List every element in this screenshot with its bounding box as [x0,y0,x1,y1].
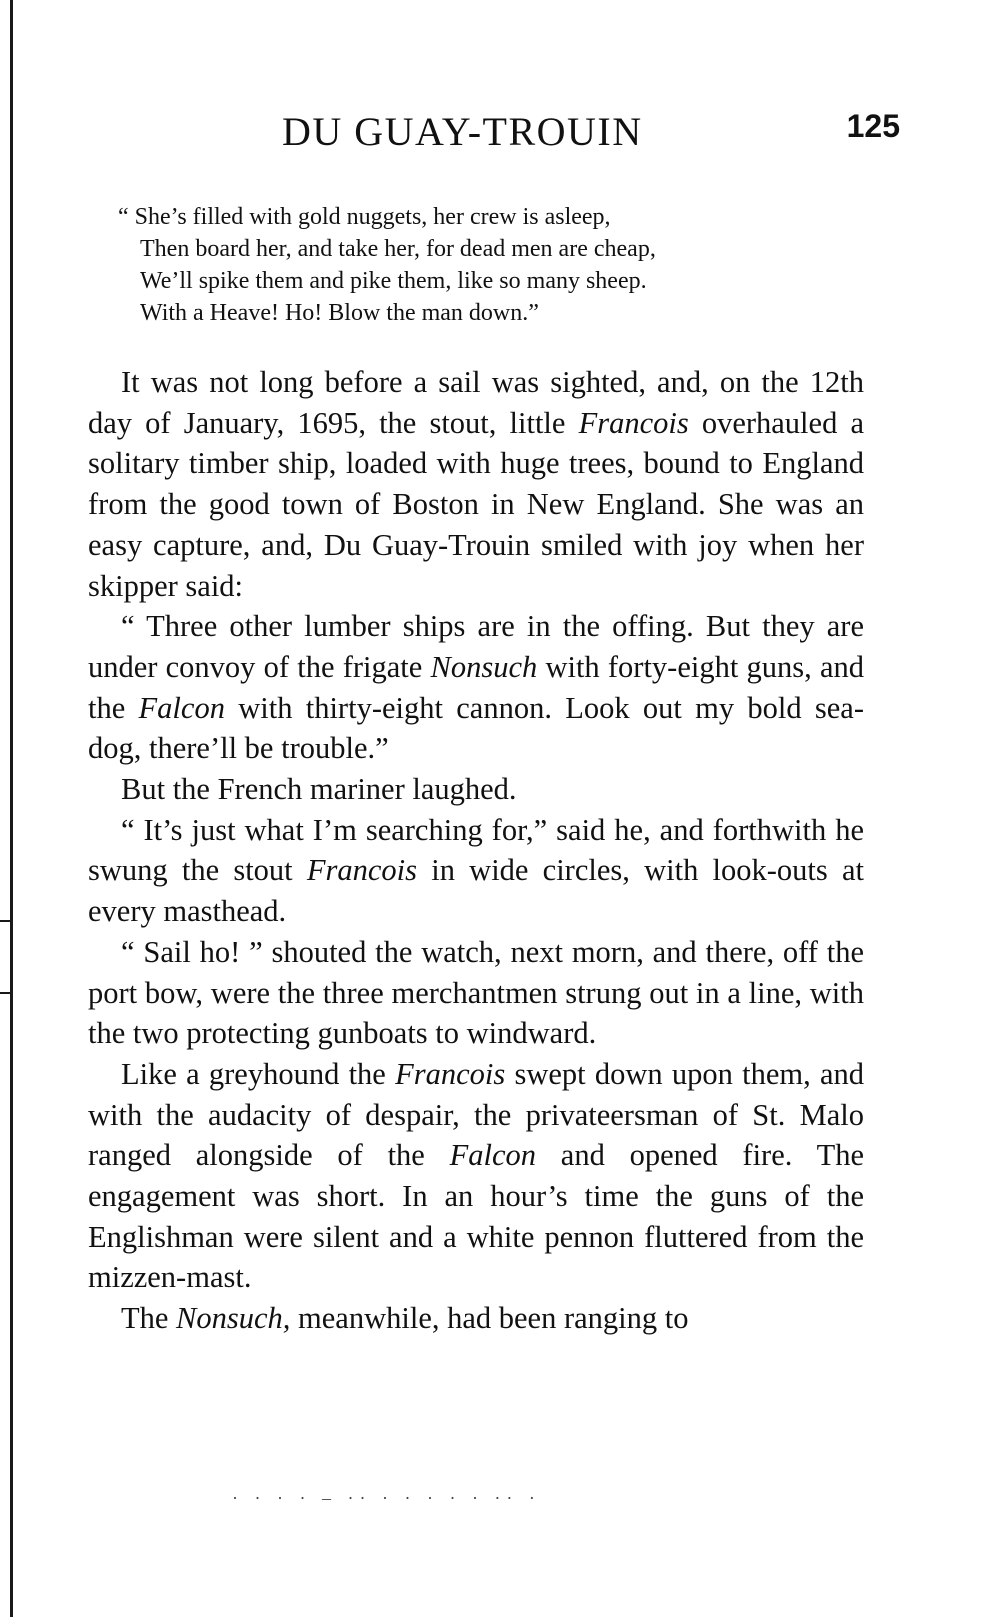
ship-name: Nonsuch, [176,1301,291,1336]
text-run: with forty-eight guns, and the [88,649,864,725]
paragraph [88,362,864,606]
verse-line: “ She’s filled with gold nuggets, her crew is asleep, [118,204,611,230]
verse-line: With a Heave! Ho! Blow the man down.” [140,300,539,326]
paragraph [88,810,864,932]
ship-name: Francois [306,853,418,888]
text-run: and opened fire. The engagement was short. In an hour’s time the guns of the Englishman were silent and a white pennon fluttered from the mizzen-mast. [88,1138,864,1295]
text-run: “ Sail ho! ” shouted the watch, next morn, and there, off the port bow, were the three merchantmen strung out in a line, with the two protecting gunboats to windward. [88,934,864,1051]
ship-name: Falcon [449,1138,537,1173]
text-run: It was not long before a sail was sighted, and, on the 12th day of January, 1695, the stout, little [88,365,864,440]
page-header [90,108,900,158]
text-run: “ Three other lumber ships are in the offing. But they are under convoy of the frigate [88,609,864,684]
ship-name: Falcon [138,690,225,725]
running-title: DU GUAY-TROUIN [282,109,643,154]
ship-name: Francois [395,1056,506,1091]
scan-mark [0,920,10,922]
text-run: But the French mariner laughed. [121,772,517,807]
paragraph [88,769,864,810]
paragraph [88,1298,864,1339]
ship-name: Francois [578,405,689,440]
verse-line: We’ll spike them and pike them, like so many sheep. [140,268,647,294]
scan-page-edge [0,0,13,1617]
text-run: with thirty-eight cannon. Look out my bold sea-dog, there’ll be trouble.” [88,690,864,766]
text-run: swept down upon them, and with the audacity of despair, the privateersman of St. Malo ranged alongside of the [88,1056,864,1173]
scan-mark [0,992,10,994]
page-number: 125 [846,108,900,144]
text-run: “ It’s just what I’m searching for,” said he, and forthwith he swung the stout [88,812,864,888]
paragraph [88,932,864,1054]
scan-noise-marks: · · · · – ·· · · · · · ·· · [232,1488,541,1508]
text-run: The [121,1301,177,1336]
text-run: overhauled a solitary timber ship, loaded with huge trees, bound to England from the good town of Boston in New England. She was an easy capture, and, Du Guay-Trouin smiled with joy when her skipper said: [88,405,864,603]
verse-line: Then board her, and take her, for dead men are cheap, [140,236,656,262]
paragraph [88,1054,864,1298]
body-text [88,362,864,1339]
text-run: meanwhile, had been ranging to [290,1301,689,1336]
ship-name: Nonsuch [430,649,538,684]
epigraph-verse [118,201,858,329]
text-run: Like a greyhound the [121,1056,396,1091]
text-run: in wide circles, with look-outs at every masthead. [88,853,864,929]
paragraph [88,606,864,769]
